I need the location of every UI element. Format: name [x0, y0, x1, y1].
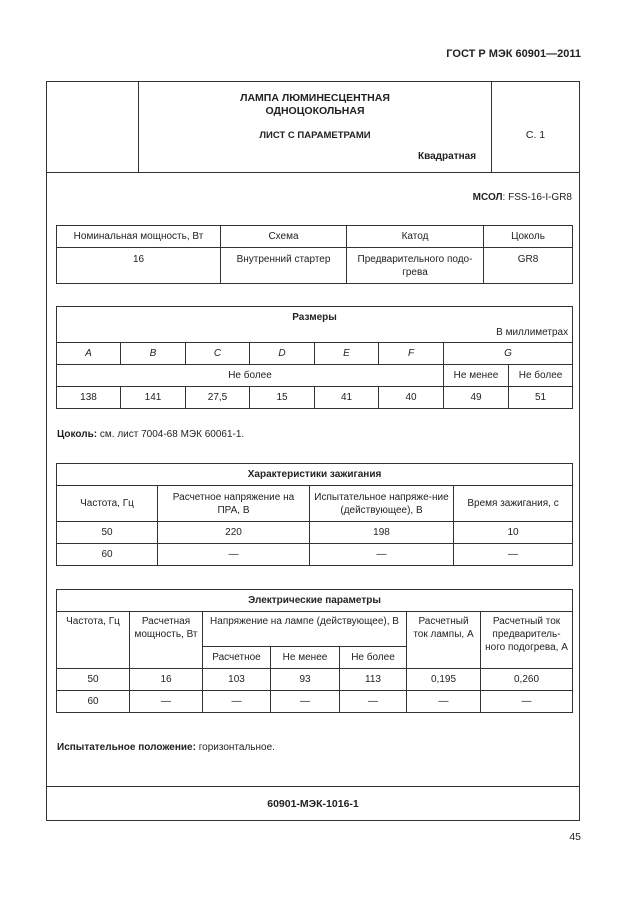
dim-value-b: 141: [121, 387, 186, 409]
base-note-text: см. лист 7004-68 МЭК 60061-1.: [97, 429, 245, 440]
header-cathode: Катод: [347, 226, 484, 248]
table-row: [57, 365, 573, 387]
dim-letter-d: D: [250, 343, 315, 365]
table-row: [57, 669, 573, 691]
electrical-cell: —: [481, 691, 573, 713]
ignition-cell: 60: [57, 544, 158, 566]
table-row: [57, 590, 573, 612]
cell-cathode: Предварительного подо-грева: [347, 248, 484, 284]
footer-divider: [46, 786, 580, 787]
electrical-cell: —: [407, 691, 481, 713]
main-parameters-table: [56, 225, 573, 284]
ignition-title: Характеристики зажигания: [57, 464, 573, 486]
header-scheme: Схема: [221, 226, 347, 248]
cell-power: 16: [57, 248, 221, 284]
table-row: [57, 307, 573, 343]
table-row: [57, 343, 573, 365]
dimensions-title-cell: [57, 307, 573, 343]
dim-value-d: 15: [250, 387, 315, 409]
table-row: [57, 248, 573, 284]
ignition-header-ignition-time: Время зажигания, с: [454, 486, 573, 522]
ignition-cell: —: [310, 544, 454, 566]
electrical-header-frequency: Частота, Гц: [57, 612, 130, 669]
electrical-cell: 0,260: [481, 669, 573, 691]
msol-label: МСОЛ: [472, 192, 503, 203]
dim-letter-e: E: [315, 343, 379, 365]
electrical-cell: 50: [57, 669, 130, 691]
table-row: [57, 387, 573, 409]
sheet-code: 60901-МЭК-1016-1: [267, 798, 359, 810]
dim-g-min-header: Не менее: [444, 365, 509, 387]
dim-value-e: 41: [315, 387, 379, 409]
table-row: [57, 612, 573, 647]
header-base: Цоколь: [484, 226, 573, 248]
electrical-cell: —: [271, 691, 340, 713]
dimensions-title: Размеры: [292, 312, 337, 323]
document-code: ГОСТ Р МЭК 60901—2011: [446, 48, 581, 60]
dimensions-unit: В миллиметрах: [496, 327, 569, 338]
page-number: 45: [569, 831, 581, 843]
dim-value-g-min: 49: [444, 387, 509, 409]
ignition-cell: —: [454, 544, 573, 566]
ignition-cell: 220: [158, 522, 310, 544]
ignition-cell: 50: [57, 522, 158, 544]
dim-value-a: 138: [57, 387, 121, 409]
electrical-cell: 93: [271, 669, 340, 691]
electrical-header-v-min: Не менее: [271, 647, 340, 669]
electrical-header-preheat: Расчетный ток предваритель-ного подогрева, А: [481, 612, 573, 669]
sheet-number: С. 1: [525, 129, 546, 141]
ignition-cell: 10: [454, 522, 573, 544]
ignition-table: [56, 463, 573, 566]
ignition-header-test-voltage: Испытательное напряже-ние (действующее), В: [310, 486, 454, 522]
table-row: [57, 226, 573, 248]
electrical-cell: —: [130, 691, 203, 713]
dim-letter-c: C: [186, 343, 250, 365]
dimensions-table: [56, 306, 573, 409]
electrical-cell: 103: [203, 669, 271, 691]
table-row: [57, 464, 573, 486]
table-row: [57, 522, 573, 544]
table-row: [57, 486, 573, 522]
cell-scheme: Внутренний стартер: [221, 248, 347, 284]
base-note: [57, 429, 244, 440]
electrical-title: Электрические параметры: [57, 590, 573, 612]
sheet-title: [139, 92, 491, 118]
ignition-header-ballast-voltage: Расчетное напряжение на ПРА, В: [158, 486, 310, 522]
ignition-cell: —: [158, 544, 310, 566]
base-note-label: Цоколь:: [57, 429, 98, 440]
dim-g-max-header: Не более: [509, 365, 573, 387]
electrical-table: [56, 589, 573, 713]
electrical-header-voltage: Напряжение на лампе (действующее), В: [203, 612, 407, 647]
table-row: [57, 691, 573, 713]
dim-value-g-max: 51: [509, 387, 573, 409]
dim-letter-a: A: [57, 343, 121, 365]
sheet-subtitle: ЛИСТ С ПАРАМЕТРАМИ: [259, 130, 371, 141]
electrical-cell: 16: [130, 669, 203, 691]
electrical-cell: —: [203, 691, 271, 713]
msol-value: : FSS-16-I-GR8: [502, 192, 572, 203]
test-position-note: [57, 742, 275, 753]
dim-value-f: 40: [379, 387, 444, 409]
dim-letter-b: B: [121, 343, 186, 365]
test-note-text: горизонтальное.: [195, 742, 275, 753]
test-note-label: Испытательное положение:: [57, 742, 196, 753]
title-line-2: ОДНОЦОКОЛЬНАЯ: [265, 105, 365, 117]
dim-value-c: 27,5: [186, 387, 250, 409]
electrical-cell: 60: [57, 691, 130, 713]
dim-letter-f: F: [379, 343, 444, 365]
header-power: Номинальная мощность, Вт: [57, 226, 221, 248]
lamp-shape: Квадратная: [418, 151, 477, 162]
ignition-header-frequency: Частота, Гц: [57, 486, 158, 522]
electrical-cell: 0,195: [407, 669, 481, 691]
electrical-header-v-max: Не более: [340, 647, 407, 669]
table-row: [57, 544, 573, 566]
title-line-1: ЛАМПА ЛЮМИНЕСЦЕНТНАЯ: [240, 92, 390, 104]
header-divider: [46, 172, 580, 173]
header-right-divider: [491, 81, 492, 172]
dim-no-more: Не более: [57, 365, 444, 387]
electrical-header-v-rated: Расчетное: [203, 647, 271, 669]
dim-letter-g: G: [444, 343, 573, 365]
electrical-header-power: Расчетная мощность, Вт: [130, 612, 203, 669]
ignition-cell: 198: [310, 522, 454, 544]
cell-base: GR8: [484, 248, 573, 284]
msol-designation: [473, 192, 572, 203]
electrical-cell: 113: [340, 669, 407, 691]
electrical-cell: —: [340, 691, 407, 713]
electrical-header-current: Расчетный ток лампы, А: [407, 612, 481, 669]
